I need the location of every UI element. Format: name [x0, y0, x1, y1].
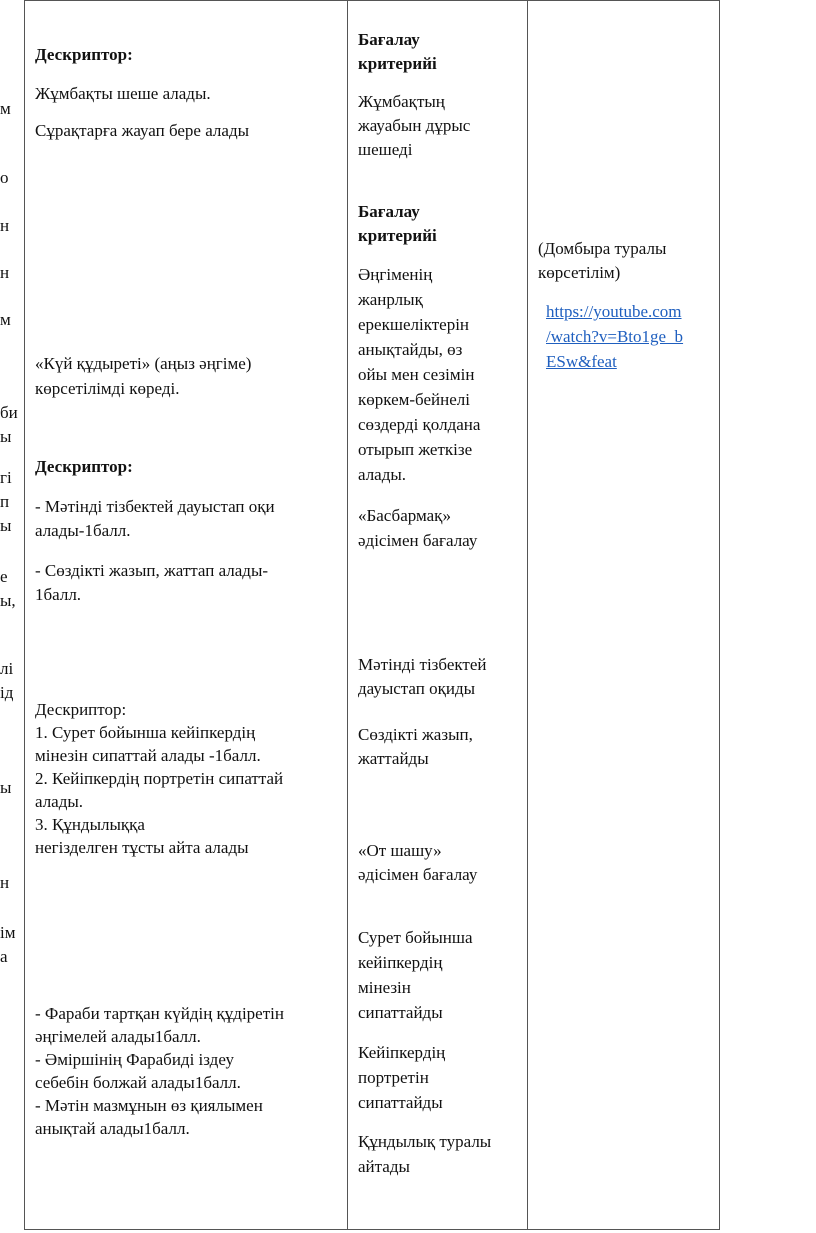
criteria-line: сипаттайды — [358, 1093, 443, 1112]
criteria-line: Құндылық туралы — [358, 1132, 492, 1151]
criteria-line: Кейіпкердің — [358, 1043, 446, 1062]
criteria-line: айтады — [358, 1157, 410, 1176]
left-fragment: ід — [0, 683, 14, 702]
youtube-link[interactable]: /watch?v=Bto1ge_b — [546, 327, 684, 346]
descriptor-line: - Фараби тартқан күйдің құдіретін — [35, 1004, 284, 1023]
table-top-border — [24, 0, 720, 1]
youtube-link[interactable]: https://youtube.com — [546, 302, 682, 321]
descriptor-line: себебін болжай алады1балл. — [35, 1073, 241, 1092]
criteria-line: Сурет бойынша — [358, 928, 473, 947]
descriptor-line: Жұмбақты шеше алады. — [35, 84, 211, 103]
descriptor-line: - Мәтінді тізбектей дауыстап оқи — [35, 497, 275, 516]
column-divider-4 — [719, 0, 720, 1230]
left-fragment: а — [0, 947, 8, 966]
left-fragment: ы — [0, 778, 12, 797]
method-line: «От шашу» — [358, 841, 442, 860]
criteria-line: Әңгіменің — [358, 265, 433, 284]
left-fragment: н — [0, 873, 10, 892]
descriptor-line: - Мәтін мазмұнын өз қиялымен — [35, 1096, 263, 1115]
story-title-line: «Күй құдыреті» (аңыз әңгіме) — [35, 354, 252, 373]
criteria-line: Сөздікті жазып, — [358, 725, 473, 744]
criteria-heading: критерийі — [358, 54, 437, 73]
left-fragment: м — [0, 99, 11, 118]
criteria-heading: Бағалау — [358, 202, 420, 221]
criteria-line: жаттайды — [358, 749, 429, 768]
descriptor-line: Сұрақтарға жауап бере алады — [35, 121, 250, 140]
criteria-line: анықтайды, өз — [358, 340, 463, 359]
criteria-line: отырып жеткізе — [358, 440, 473, 459]
left-fragment: ы — [0, 427, 12, 446]
criteria-line: кейіпкердің — [358, 953, 443, 972]
criteria-line: Жұмбақтың — [358, 92, 445, 111]
criteria-line: көркем-бейнелі — [358, 390, 470, 409]
descriptor-line: - Сөздікті жазып, жаттап алады- — [35, 561, 269, 580]
column-divider-1 — [24, 0, 25, 1230]
descriptor-line: анықтай алады1балл. — [35, 1119, 190, 1138]
descriptor-heading: Дескриптор: — [35, 457, 133, 476]
descriptor-line: 2. Кейіпкердің портретін сипаттай — [35, 769, 284, 788]
column-divider-3 — [527, 0, 528, 1230]
descriptor-line: алады-1балл. — [35, 521, 131, 540]
criteria-line: мінезін — [358, 978, 411, 997]
resource-caption: (Домбыра туралы — [538, 239, 667, 258]
left-fragment: н — [0, 263, 10, 282]
left-fragment: п — [0, 492, 10, 511]
left-fragment: ы — [0, 516, 12, 535]
descriptor-line: алады. — [35, 792, 84, 811]
youtube-link[interactable]: ESw&feat — [546, 352, 617, 371]
descriptor-heading: Дескриптор: — [35, 45, 133, 64]
criteria-line: Мәтінді тізбектей — [358, 655, 487, 674]
descriptor-line: негізделген тұсты айта алады — [35, 838, 249, 857]
left-fragment: ы, — [0, 591, 16, 610]
story-title-line: көрсетілімді көреді. — [35, 379, 180, 398]
descriptor-line: 1. Сурет бойынша кейіпкердің — [35, 723, 256, 742]
criteria-line: жауабын дұрыс — [358, 116, 471, 135]
criteria-line: сөздерді қолдана — [358, 415, 481, 434]
descriptor-heading: Дескриптор: — [35, 700, 127, 719]
method-line: «Басбармақ» — [358, 506, 451, 525]
criteria-line: портретін — [358, 1068, 429, 1087]
criteria-line: ойы мен сезімін — [358, 365, 475, 384]
table-bottom-border — [24, 1229, 720, 1230]
resource-caption: көрсетілім) — [538, 263, 621, 282]
criteria-line: шешеді — [358, 140, 413, 159]
left-fragment: е — [0, 567, 8, 586]
criteria-line: алады. — [358, 465, 407, 484]
left-fragment: о — [0, 168, 9, 187]
descriptor-line: мінезін сипаттай алады -1балл. — [35, 746, 261, 765]
criteria-line: дауыстап оқиды — [358, 679, 476, 698]
descriptor-line: - Әміршінің Фарабиді іздеу — [35, 1050, 234, 1069]
descriptor-line: әңгімелей алады1балл. — [35, 1027, 201, 1046]
criteria-line: жанрлық — [358, 290, 423, 309]
left-fragment: н — [0, 216, 10, 235]
left-fragment: м — [0, 310, 11, 329]
left-fragment: гі — [0, 468, 12, 487]
column-divider-2 — [347, 0, 348, 1230]
descriptor-line: 1балл. — [35, 585, 82, 604]
method-line: әдісімен бағалау — [358, 531, 478, 550]
criteria-heading: критерийі — [358, 226, 437, 245]
criteria-line: ерекшеліктерін — [358, 315, 470, 334]
left-fragment: лі — [0, 659, 14, 678]
method-line: әдісімен бағалау — [358, 865, 478, 884]
left-fragment: ім — [0, 923, 16, 942]
criteria-line: сипаттайды — [358, 1003, 443, 1022]
descriptor-line: 3. Құндылыққа — [35, 815, 145, 834]
criteria-heading: Бағалау — [358, 30, 420, 49]
left-fragment: би — [0, 403, 18, 422]
